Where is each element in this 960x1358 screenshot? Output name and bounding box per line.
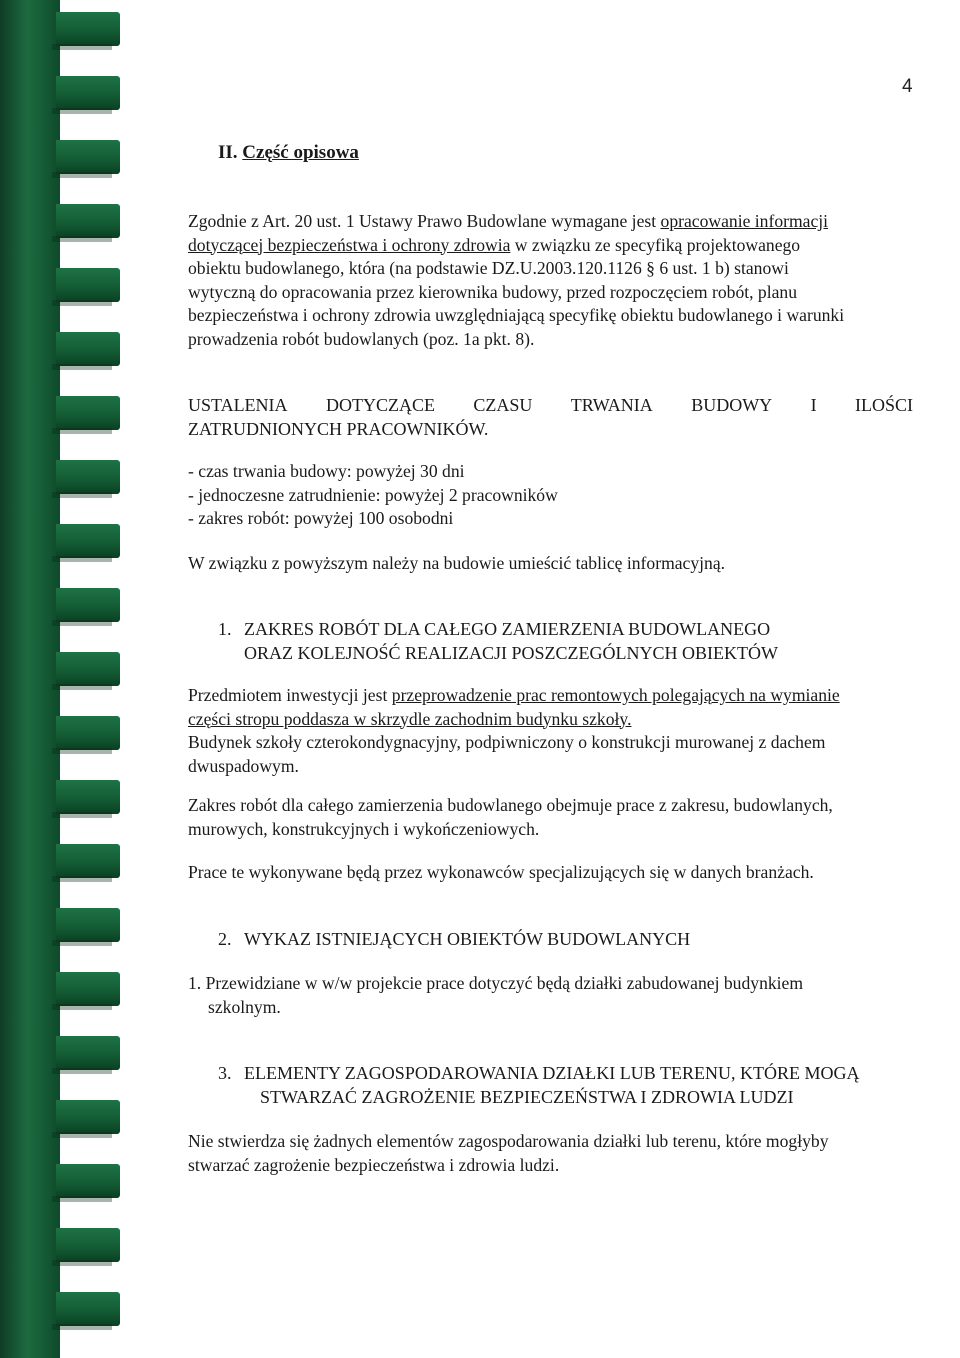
- ustalenia-word: I: [810, 395, 817, 415]
- binding-tooth: [56, 1100, 120, 1134]
- ustalenia-word: BUDOWY: [691, 395, 773, 415]
- binding-tooth: [56, 844, 120, 878]
- binding-tooth: [56, 12, 120, 46]
- binding-tooth: [56, 780, 120, 814]
- binding-tooth: [56, 460, 120, 494]
- binding-tooth: [56, 1164, 120, 1198]
- przedmiot-line: [188, 684, 913, 708]
- intro-line: bezpieczeństwa i ochrony zdrowia uwzględniającą specyfikę obiektu budowlanego i warunki: [188, 305, 845, 325]
- binding-tooth: [56, 204, 120, 238]
- section-1-number: 1.: [218, 619, 232, 639]
- intro-text: w związku ze specyfiką projektowanego: [510, 234, 801, 255]
- section-3-line: ELEMENTY ZAGOSPODAROWANIA DZIAŁKI LUB TERENU, KTÓRE MOGĄ: [244, 1063, 860, 1083]
- intro-underlined: opracowanie informacji: [660, 211, 829, 231]
- intro-line: [188, 234, 913, 258]
- binding-tooth: [56, 1036, 120, 1070]
- binding-tooth: [56, 268, 120, 302]
- ustalenia-heading: [188, 394, 913, 441]
- section-2-number: 2.: [218, 929, 232, 949]
- ustalenia-word: USTALENIA: [188, 395, 288, 415]
- ustalenia-word: TRWANIA: [570, 395, 653, 415]
- zakres-line: murowych, konstrukcyjnych i wykończeniowych.: [188, 818, 540, 839]
- przedmiot-line: części stropu poddasza w skrzydle zachodnim budynku szkoły.: [188, 708, 632, 729]
- section-3-title: [244, 1062, 859, 1109]
- zakres-paragraph: [188, 794, 913, 841]
- binding-tooth: [56, 76, 120, 110]
- section-1-line: ZAKRES ROBÓT DLA CAŁEGO ZAMIERZENIA BUDOWLANEGO: [244, 619, 771, 639]
- list-item: - jednoczesne zatrudnienie: powyżej 2 pracowników: [188, 484, 558, 505]
- page-number: 4: [902, 76, 913, 97]
- ustalenia-line-2: ZATRUDNIONYCH PRACOWNIKÓW.: [188, 418, 489, 439]
- binding-tooth: [56, 140, 120, 174]
- binding-tooth: [56, 588, 120, 622]
- binding-tooth: [56, 396, 120, 430]
- binding-tooth: [56, 908, 120, 942]
- ustalenia-word: DOTYCZĄCE: [325, 395, 435, 415]
- final-line: stwarzać zagrożenie bezpieczeństwa i zdrowia ludzi.: [188, 1154, 560, 1175]
- przedmiot-underlined: przeprowadzenie prac remontowych polegających na wymianie: [391, 685, 840, 705]
- heading-title: Część opisowa: [242, 142, 359, 163]
- ustalenia-line-1: [188, 394, 913, 418]
- item-1-line: szkolnym.: [208, 996, 281, 1017]
- section-2-title: WYKAZ ISTNIEJĄCYCH OBIEKTÓW BUDOWLANYCH: [244, 929, 691, 949]
- section-1-title: [244, 618, 778, 665]
- ustalenia-word: ILOŚCI: [855, 395, 913, 415]
- section-1-line: ORAZ KOLEJNOŚĆ REALIZACJI POSZCZEGÓLNYCH OBIEKTÓW: [244, 642, 778, 663]
- list-item: - zakres robót: powyżej 100 osobodni: [188, 508, 454, 528]
- zakres-line: Zakres robót dla całego zamierzenia budowlanego obejmuje prace z zakresu, budowlanych,: [188, 795, 833, 815]
- final-line: Nie stwierdza się żadnych elementów zagospodarowania działki lub terenu, które mogłyby: [188, 1131, 829, 1151]
- final-paragraph: [188, 1130, 913, 1177]
- section-3-number: 3.: [218, 1063, 232, 1083]
- intro-line: [188, 210, 913, 234]
- heading-prefix: II.: [218, 142, 238, 163]
- binding-tooth: [56, 972, 120, 1006]
- intro-text: Zgodnie z Art. 20 ust. 1 Ustawy Prawo Budowlane wymagane jest: [188, 211, 661, 231]
- intro-paragraph: [188, 210, 913, 351]
- binding-tooth: [56, 1292, 120, 1326]
- przedmiot-line: dwuspadowym.: [188, 755, 299, 776]
- binding-tooth: [56, 332, 120, 366]
- params-list: [188, 460, 913, 531]
- ustalenia-word: CZASU: [473, 395, 533, 415]
- binding-spine: [0, 0, 60, 1358]
- section-3-line: STWARZAĆ ZAGROŻENIE BEZPIECZEŃSTWA I ZDROWIA LUDZI: [260, 1086, 794, 1107]
- binding-tooth: [56, 1228, 120, 1262]
- item-1-paragraph: [188, 972, 913, 1019]
- prace-paragraph: Prace te wykonywane będą przez wykonawców specjalizujących się w danych branżach.: [188, 862, 814, 882]
- section-heading: [218, 142, 359, 164]
- notice-text: W związku z powyższym należy na budowie umieścić tablicę informacyjną.: [188, 553, 726, 573]
- przedmiot-text: Przedmiotem inwestycji jest: [188, 685, 392, 705]
- intro-line: prowadzenia robót budowlanych (poz. 1a pkt. 8).: [188, 328, 535, 349]
- przedmiot-line: Budynek szkoły czterokondygnacyjny, podpiwniczony o konstrukcji murowanej z dachem: [188, 732, 826, 752]
- intro-line: wytyczną do opracowania przez kierownika budowy, przed rozpoczęciem robót, planu: [188, 281, 798, 302]
- list-item: - czas trwania budowy: powyżej 30 dni: [188, 461, 465, 481]
- spiral-binding: [0, 0, 122, 1358]
- binding-tooth: [56, 716, 120, 750]
- przedmiot-paragraph: [188, 684, 913, 778]
- binding-tooth: [56, 524, 120, 558]
- item-1-line: 1. Przewidziane w w/w projekcie prace dotyczyć będą działki zabudowanej budynkiem: [188, 973, 804, 993]
- intro-underlined: dotyczącej bezpieczeństwa i ochrony zdrowia: [188, 234, 511, 255]
- binding-tooth: [56, 652, 120, 686]
- intro-line: obiektu budowlanego, która (na podstawie DZ.U.2003.120.1126 § 6 ust. 1 b) stanowi: [188, 258, 789, 278]
